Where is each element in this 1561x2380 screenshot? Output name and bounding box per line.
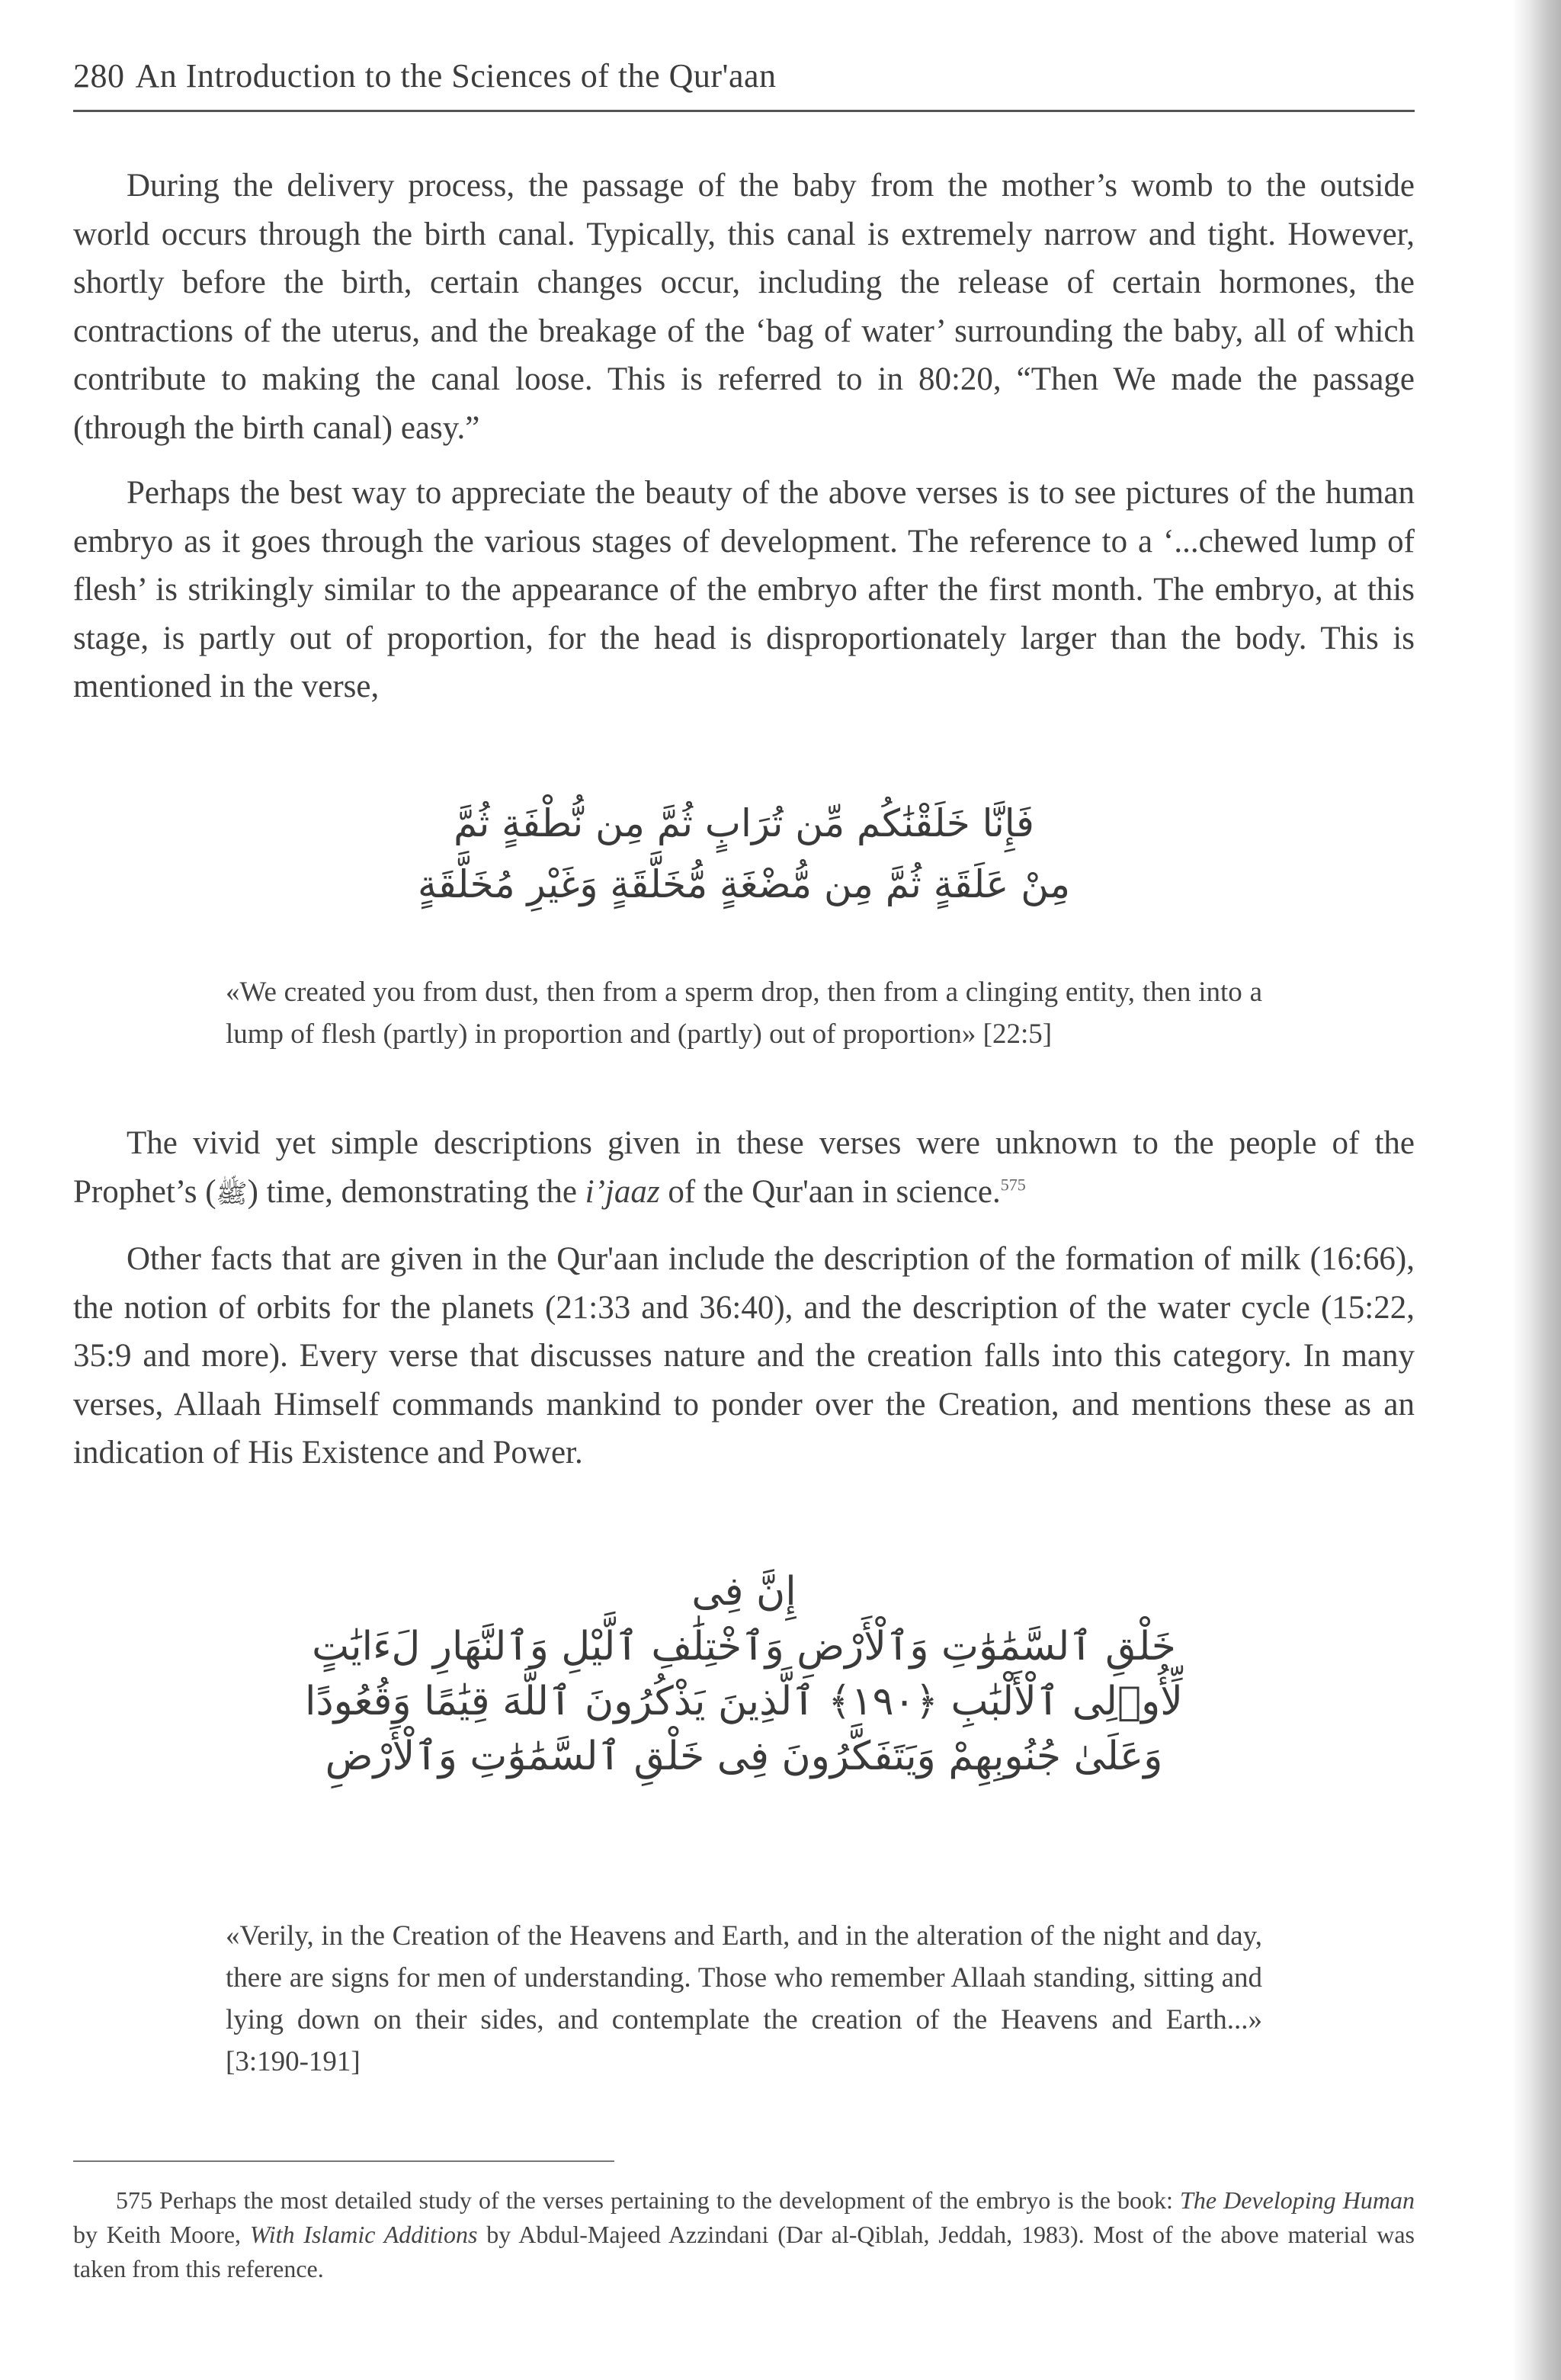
paragraph-vivid-descriptions (73, 1119, 1415, 1218)
arabic-verse-line: وَعَلَىٰ جُنُوبِهِمْ وَيَتَفَكَّرُونَ فِى خَلْقِ ٱلسَّمَٰوَٰتِ وَٱلْأَرْضِ (325, 1734, 1163, 1779)
footnote-number: 575 (116, 2186, 152, 2214)
paragraph-embryo-pictures: Perhaps the best way to appreciate the beauty of the above verses is to see pictures of the human embryo as it goes through the various stages of development. The reference to a ‘...chewed lump of flesh’ is strikingly similar to the appearance of the embryo after the first month. The embryo, at this stage, is partly out of proportion, for the head is disproportionately larger than the body. This is mentioned in the verse, (73, 475, 1415, 704)
arabic-verse-3-190 (73, 1564, 1415, 1784)
text-span: ) time, demonstrating the (247, 1173, 585, 1210)
footnote-575 (73, 2183, 1415, 2286)
running-head (73, 56, 1415, 95)
body-section-1 (73, 162, 1415, 728)
book-title-italic: The Developing Human (1180, 2186, 1415, 2214)
page-number: 280 (73, 57, 125, 95)
paragraph-other-facts: Other facts that are given in the Qur'aan include the description of the formation of milk (16:66), the notion of orbits for the planets (21:33 and 36:40), and the description of the water cycle (15:22, 35:9 and more). Every verse that discusses nature and the creation falls into this category. In many verses, Allaah Himself commands mankind to ponder over the Creation, and mentions these as an indication of His Existence and Power. (73, 1241, 1415, 1471)
book-title: An Introduction to the Sciences of the Qur'aan (135, 57, 777, 95)
header-rule (73, 110, 1415, 112)
salutation-glyph: ﷺ (216, 1178, 248, 1209)
arabic-verse-line: مِنْ عَلَقَةٍ ثُمَّ مِن مُّضْغَةٍ مُّخَلَّقَةٍ وَغَيْرِ مُخَلَّقَةٍ (417, 862, 1071, 906)
body-section-2 (73, 1119, 1415, 1494)
ijaaz-term: i’jaaz (585, 1173, 660, 1210)
arabic-verse-line: خَلْقِ ٱلسَّمَٰوَٰتِ وَٱلْأَرْضِ وَٱخْتِلَٰفِ ٱلَّيْلِ وَٱلنَّهَارِ لَءَايَٰتٍ (312, 1624, 1176, 1670)
paragraph-birth-canal: During the delivery process, the passage of the baby from the mother’s womb to the outside world occurs through the birth canal. Typically, this canal is extremely narrow and tight. However, shortly before the birth, certain changes occur, including the release of certain hormones, the contractions of the uterus, and the breakage of the ‘bag of water’ surrounding the baby, all of which contribute to making the canal loose. This is referred to in 80:20, “Then We made the passage (through the birth canal) easy.” (73, 168, 1415, 446)
additions-title-italic: With Islamic Additions (249, 2221, 478, 2248)
arabic-verse-line: لِّأُو۟لِى ٱلْأَلْبَٰبِ ﴿١٩٠﴾ ٱلَّذِينَ يَذْكُرُونَ ٱللَّهَ قِيَٰمًا وَقُعُودًا (305, 1679, 1183, 1724)
book-spine-shadow (1512, 0, 1561, 2380)
text-span: of the Qur'aan in science. (659, 1173, 1001, 1210)
footnote-reference: 575 (1000, 1175, 1026, 1195)
text-span: by Keith Moore, (73, 2221, 250, 2248)
arabic-verse-22-5 (73, 793, 1415, 915)
verse-translation-3-190: «Verily, in the Creation of the Heavens and Earth, and in the alteration of the night and day, there are signs for men of understanding. Those who remember Allaah standing, sitting and lying down on their sides, and contemplate the creation of the Heavens and Earth...» [3:190-191] (226, 1920, 1262, 2077)
arabic-verse-line: فَإِنَّا خَلَقْنَٰكُم مِّن تُرَابٍ ثُمَّ مِن نُّطْفَةٍ ثُمَّ (454, 801, 1034, 845)
text-span: by Abdul-Majeed Azzindani (Dar al-Qiblah, Jeddah, 1983). Most of the above material was taken from this reference. (73, 2221, 1415, 2282)
footnote-rule (73, 2160, 614, 2162)
arabic-verse-line: إِنَّ فِى (691, 1569, 797, 1615)
text-span: Perhaps the most detailed study of the verses pertaining to the development of the embryo is the book: (152, 2186, 1181, 2214)
text-span: The vivid yet simple descriptions given in these verses were unknown to the people of the Prophet’s ( (73, 1125, 1415, 1210)
verse-translation-22-5: «We created you from dust, then from a sperm drop, then from a clinging entity, then into a lump of flesh (partly) in proportion and (partly) out of proportion» [22:5] (226, 977, 1262, 1050)
